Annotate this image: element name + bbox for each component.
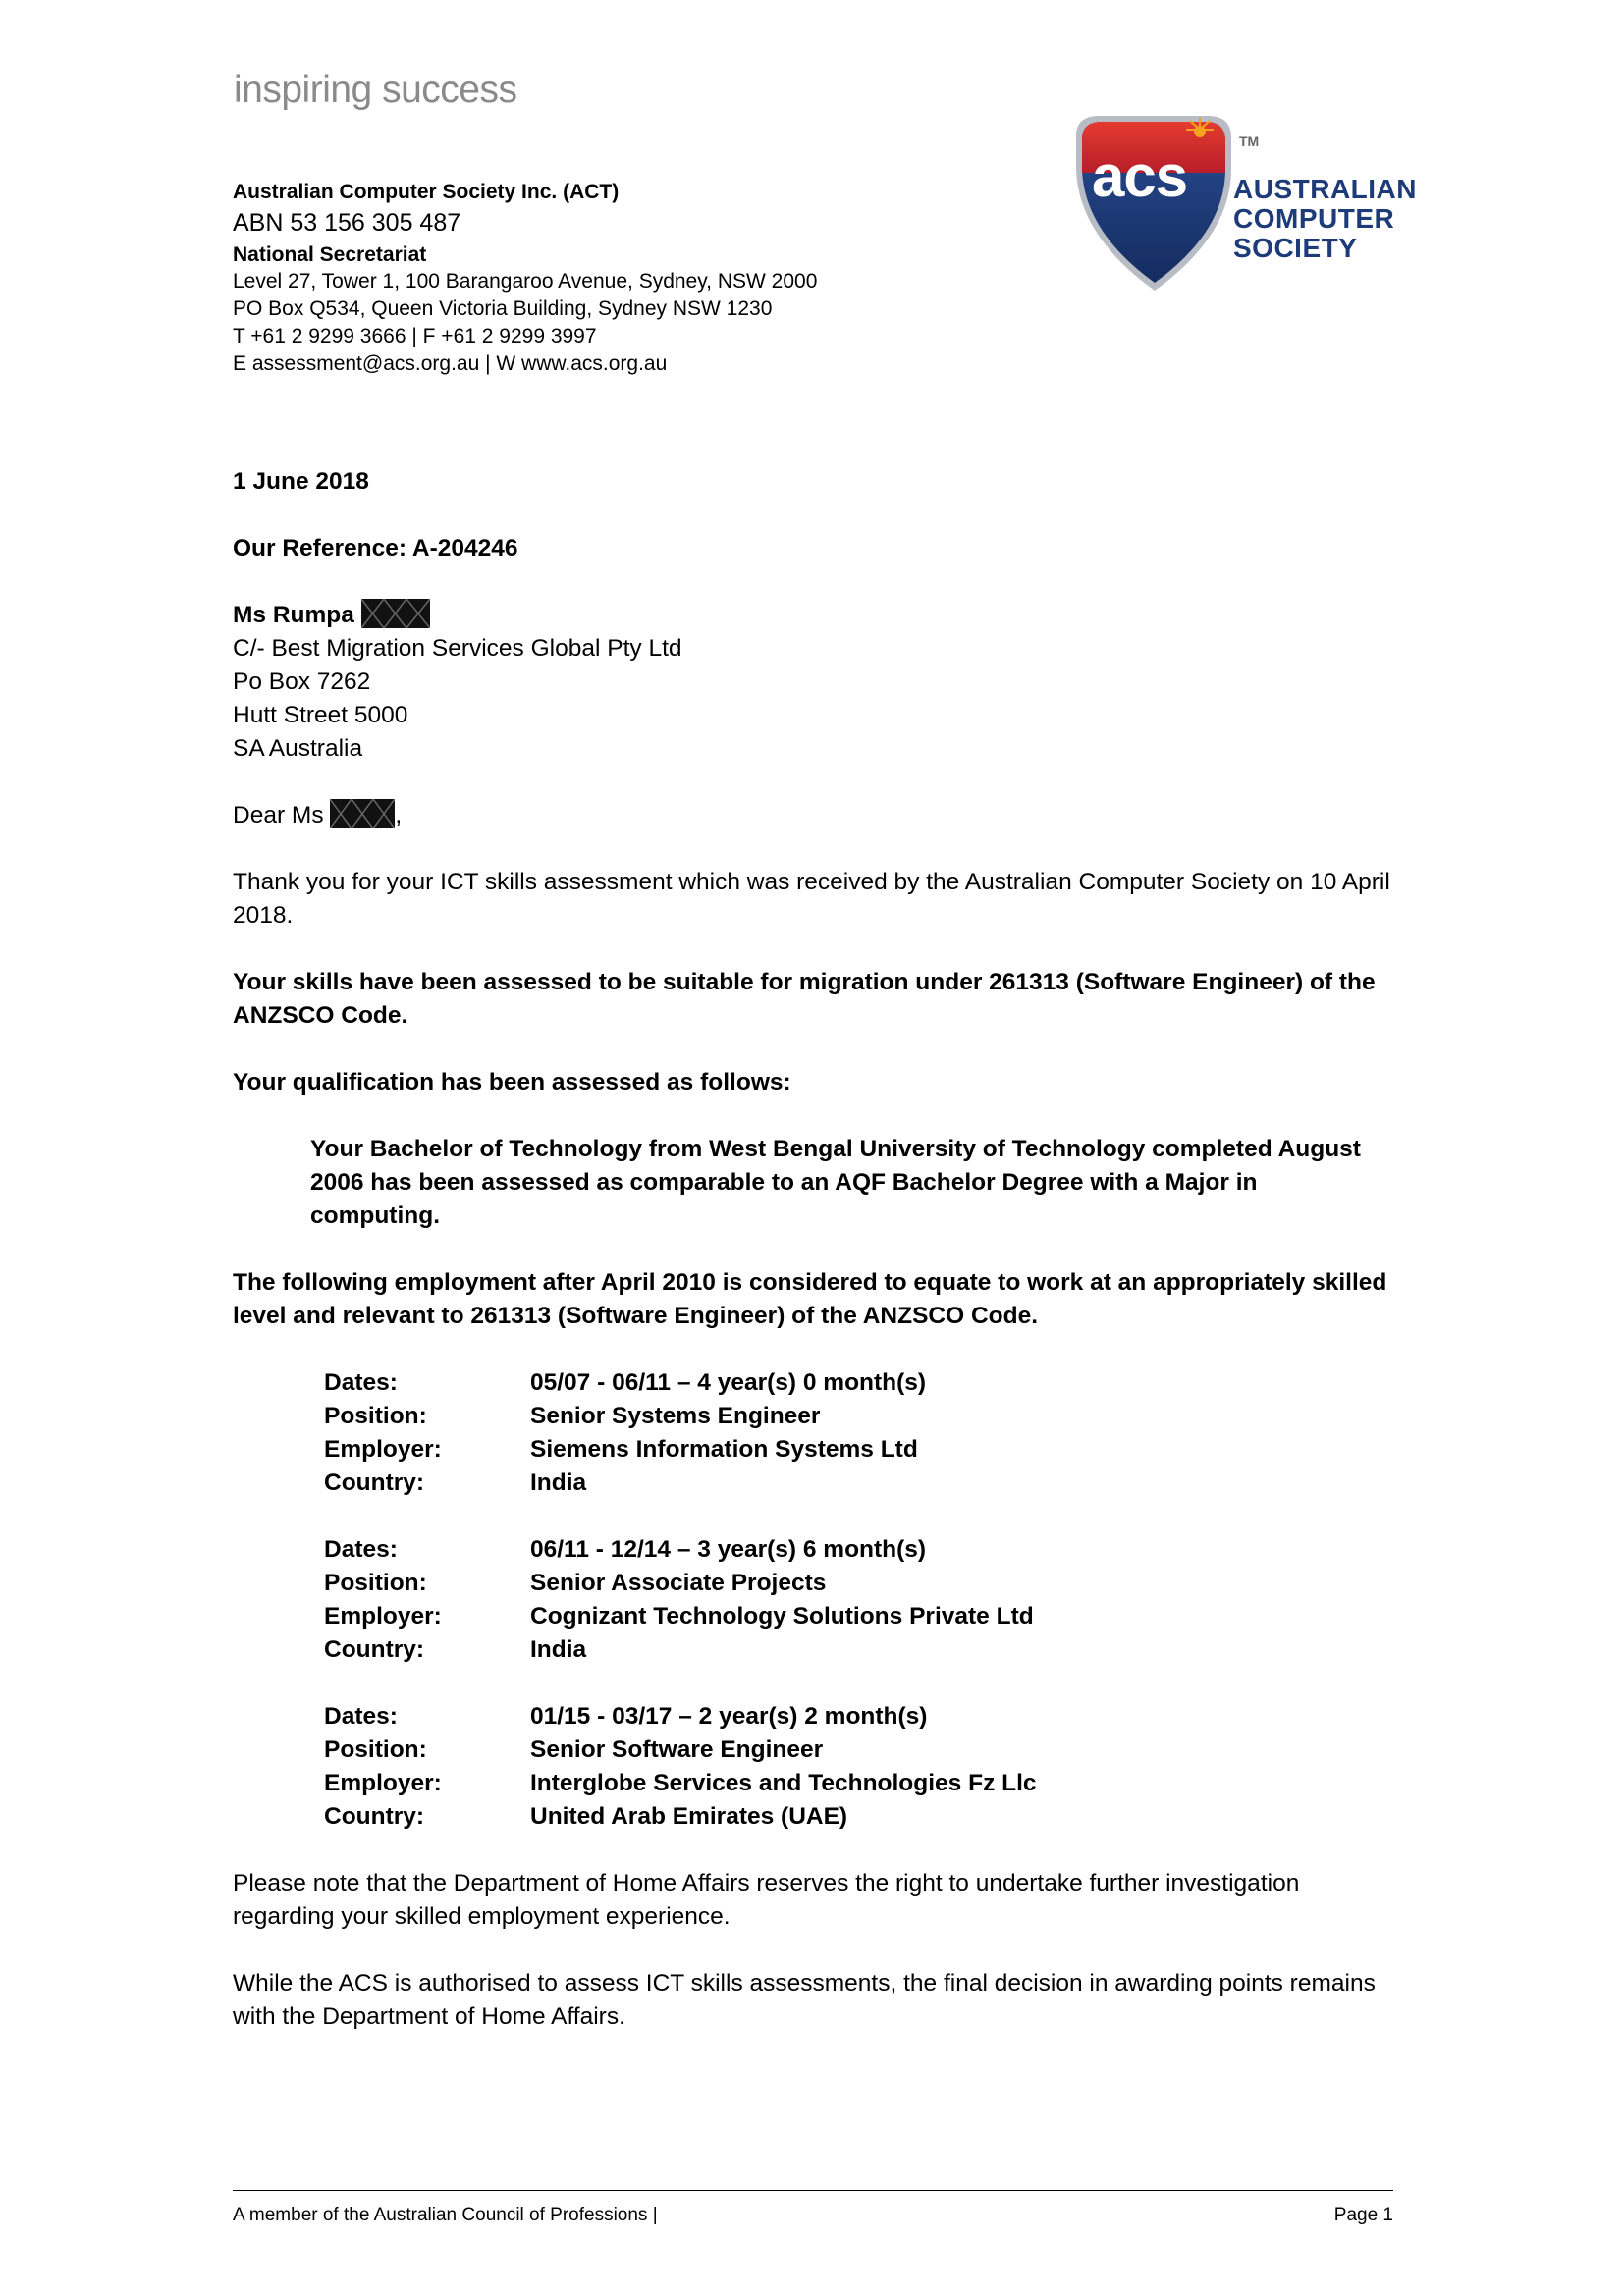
intro-paragraph: Thank you for your ICT skills assessment which was received by the Australian Computer Society on 10 April 2018. <box>233 869 1390 929</box>
employer-label: Employer: <box>324 1770 442 1796</box>
recipient-name: Ms Rumpa <box>233 602 354 628</box>
country-value: India <box>530 1636 587 1663</box>
logo-wordmark <box>1233 175 1417 263</box>
contact-email-line: E assessment@acs.org.au | W www.acs.org.au <box>233 352 668 375</box>
reference: Our Reference: A-204246 <box>233 535 518 561</box>
abn: ABN 53 156 305 487 <box>233 209 461 237</box>
country-label: Country: <box>324 1636 425 1663</box>
page-number: Page 1 <box>1333 2205 1393 2225</box>
dates-value: 01/15 - 03/17 – 2 year(s) 2 month(s) <box>530 1703 928 1730</box>
footer <box>233 2205 1393 2226</box>
skills-statement: Your skills have been assessed to be suitable for migration under 261313 (Software Engineer) of the ANZSCO Code. <box>233 969 1376 1029</box>
sender-address-block <box>233 180 920 378</box>
recipient-line: C/- Best Migration Services Global Pty Ltd <box>233 635 682 662</box>
employment-entry <box>324 1366 1391 1500</box>
employment-entry <box>324 1533 1391 1667</box>
country-label: Country: <box>324 1469 425 1496</box>
logo-word: AUSTRALIAN <box>1233 174 1417 204</box>
trademark: TM <box>1239 133 1260 149</box>
letter-date: 1 June 2018 <box>233 468 369 495</box>
employer-label: Employer: <box>324 1436 442 1463</box>
recipient-line: Po Box 7262 <box>233 668 371 695</box>
footer-divider <box>233 2190 1393 2191</box>
employer-value: Siemens Information Systems Ltd <box>530 1436 918 1463</box>
recipient-line: Hutt Street 5000 <box>233 702 408 728</box>
salutation-comma: , <box>395 802 403 828</box>
recipient-line: SA Australia <box>233 735 363 762</box>
employment-entry <box>324 1700 1391 1834</box>
dates-value: 05/07 - 06/11 – 4 year(s) 0 month(s) <box>530 1369 927 1396</box>
employer-label: Employer: <box>324 1603 442 1629</box>
dates-label: Dates: <box>324 1703 398 1730</box>
employment-heading: The following employment after April 2010 is considered to equate to work at an appropriately skilled level and relevant to 261313 (Software Engineer) of the ANZSCO Code. <box>233 1269 1387 1329</box>
address-line: Level 27, Tower 1, 100 Barangaroo Avenue, Sydney, NSW 2000 <box>233 270 818 293</box>
qualification-heading: Your qualification has been assessed as follows: <box>233 1069 791 1095</box>
redaction-mark <box>330 799 395 828</box>
org-name: Australian Computer Society Inc. (ACT) <box>233 181 620 203</box>
note-paragraph: Please note that the Department of Home Affairs reserves the right to undertake further investigation regarding your skilled employment experience. <box>233 1870 1300 1930</box>
position-label: Position: <box>324 1736 427 1763</box>
position-label: Position: <box>324 1403 427 1429</box>
logo-word: COMPUTER <box>1233 203 1395 234</box>
country-value: United Arab Emirates (UAE) <box>530 1803 848 1830</box>
logo-mark-text: acs <box>1092 143 1188 209</box>
position-value: Senior Systems Engineer <box>530 1403 821 1429</box>
redaction-mark <box>361 599 430 628</box>
qualification-paragraph: Your Bachelor of Technology from West Bengal University of Technology completed August 2006 has been assessed as comparable to an AQF Bachelor Degree with a Major in computing. <box>310 1136 1361 1229</box>
address-line: PO Box Q534, Queen Victoria Building, Sydney NSW 1230 <box>233 297 773 320</box>
department: National Secretariat <box>233 243 427 266</box>
tagline: inspiring success <box>234 69 517 111</box>
employer-value: Interglobe Services and Technologies Fz Llc <box>530 1770 1037 1796</box>
country-label: Country: <box>324 1803 425 1830</box>
position-value: Senior Associate Projects <box>530 1570 827 1596</box>
note-paragraph: While the ACS is authorised to assess ICT skills assessments, the final decision in awarding points remains with the Department of Home Affairs. <box>233 1970 1376 2030</box>
footer-text: A member of the Australian Council of Professions | <box>233 2205 658 2225</box>
dates-value: 06/11 - 12/14 – 3 year(s) 6 month(s) <box>530 1536 927 1563</box>
letter-body <box>233 465 1391 2067</box>
recipient-name-line <box>233 599 1391 632</box>
country-value: India <box>530 1469 587 1496</box>
position-label: Position: <box>324 1570 427 1596</box>
logo-word: SOCIETY <box>1233 233 1358 263</box>
dates-label: Dates: <box>324 1369 398 1396</box>
position-value: Senior Software Engineer <box>530 1736 824 1763</box>
salutation <box>233 799 1391 832</box>
employer-value: Cognizant Technology Solutions Private Ltd <box>530 1603 1034 1629</box>
dates-label: Dates: <box>324 1536 398 1563</box>
recipient-address <box>233 599 1391 766</box>
contact-phone-line: T +61 2 9299 3666 | F +61 2 9299 3997 <box>233 325 597 347</box>
salutation-text: Dear Ms <box>233 802 324 828</box>
